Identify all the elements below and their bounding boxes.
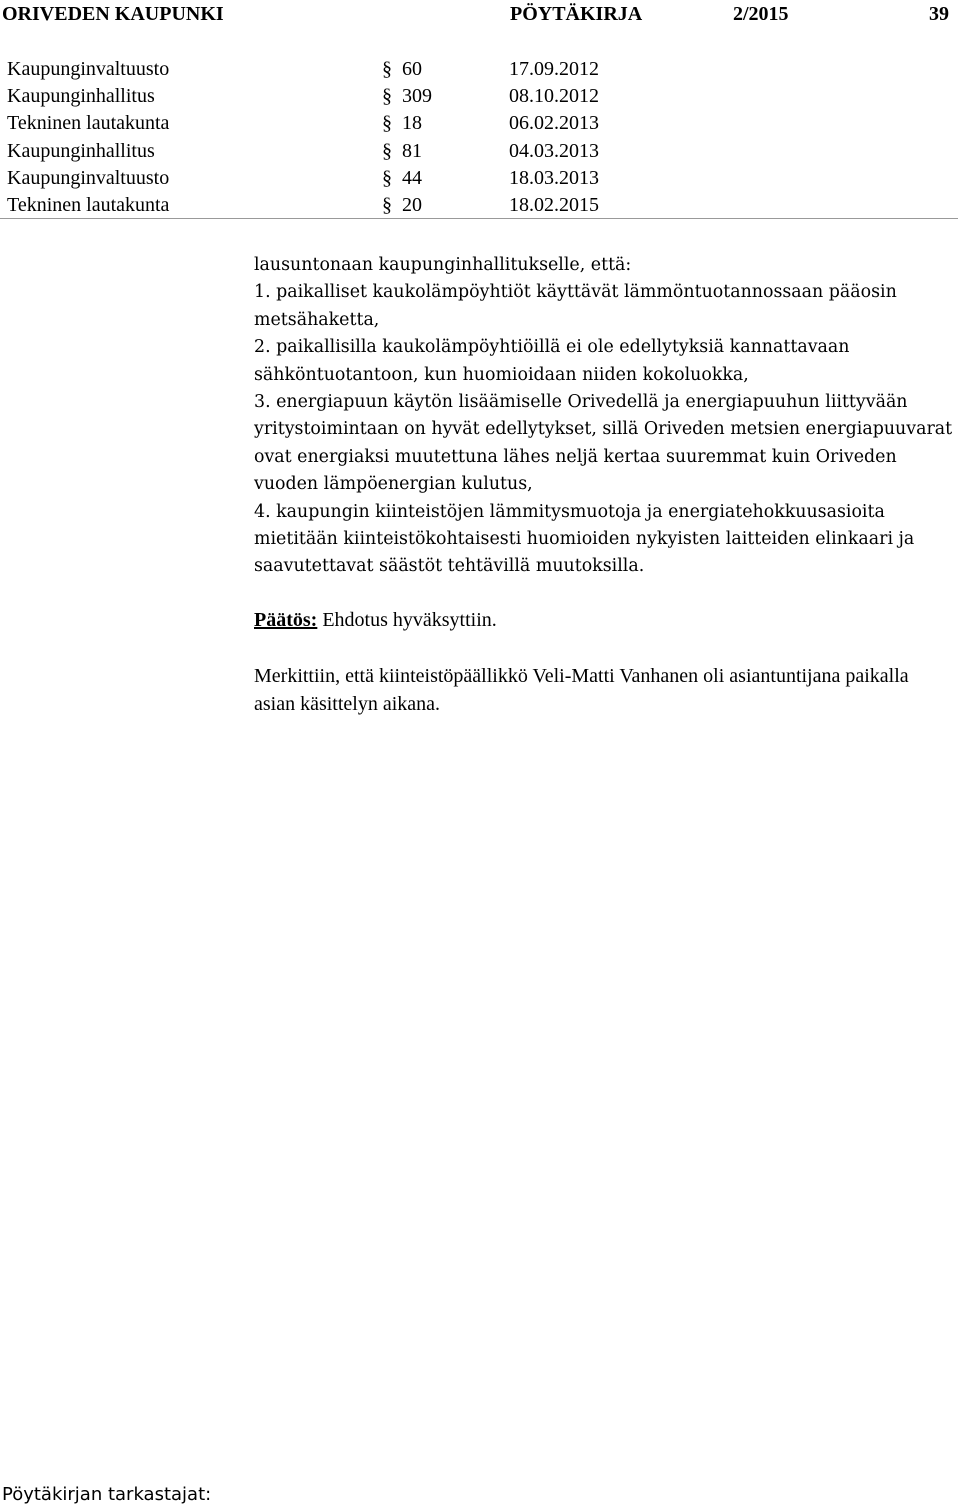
proposal-item: 1. paikalliset kaukolämpöyhtiöt käyttävät lämmöntuotannossaan pääosin metsähaketta,	[254, 282, 897, 330]
history-row	[0, 83, 960, 110]
history-section: 81	[402, 139, 422, 162]
proposal-item: 2. paikallisilla kaukolämpöyhtiöillä ei ole edellytyksiä kannattavaan sähköntuotantoon, kun huomioidaan niiden kokoluokka,	[254, 337, 850, 385]
document-number: 2/2015	[733, 3, 789, 25]
history-row	[0, 110, 960, 137]
minutes-checkers-label: Pöytäkirjan tarkastajat:	[2, 1484, 212, 1505]
history-body: Kaupunginhallitus	[7, 85, 155, 108]
section-sign: §	[382, 112, 392, 135]
page-number: 39	[929, 3, 949, 25]
history-date: 06.02.2013	[509, 112, 599, 135]
decision-text: Ehdotus hyväksyttiin.	[317, 609, 497, 631]
history-date: 17.09.2012	[509, 58, 599, 80]
history-body: Tekninen lautakunta	[7, 193, 170, 216]
history-date: 18.02.2015	[509, 193, 599, 216]
processing-history	[0, 56, 960, 219]
proposal-item: 4. kaupungin kiinteistöjen lämmitysmuotoja ja energiatehokkuusasioita mietitään kiinteistökohtaisesti huomioiden nykyisten laitteiden elinkaari ja saavutettavat säästöt tehtävillä muutoksilla.	[254, 501, 915, 577]
history-section: 44	[402, 166, 422, 189]
history-section: 60	[402, 58, 422, 80]
history-body: Kaupunginvaltuusto	[7, 58, 170, 80]
history-date: 08.10.2012	[509, 85, 599, 108]
organization-name: ORIVEDEN KAUPUNKI	[2, 3, 224, 25]
section-sign: §	[382, 85, 392, 108]
section-sign: §	[382, 166, 392, 189]
history-row	[0, 56, 960, 83]
proposal-item: 3. energiapuun käytön lisäämiselle Orivedellä ja energiapuuhun liittyvään yritystoimintaan on hyvät edellytykset, sillä Oriveden metsien energiapuuvarat ovat energiaksi muutettuna lähes neljä kertaa suuremmat kuin Oriveden vuoden lämpöenergian kulutus,	[254, 392, 953, 495]
section-sign: §	[382, 139, 392, 162]
divider-line	[0, 218, 958, 219]
proposal-text	[254, 252, 954, 581]
history-section: 18	[402, 112, 422, 135]
history-row	[0, 165, 960, 192]
section-sign: §	[382, 58, 392, 80]
decision-label: Päätös:	[254, 609, 318, 631]
history-date: 18.03.2013	[509, 166, 599, 189]
history-row	[0, 138, 960, 165]
history-body: Tekninen lautakunta	[7, 112, 170, 135]
history-row	[0, 192, 960, 219]
history-body: Kaupunginhallitus	[7, 139, 155, 162]
history-section: 309	[402, 85, 432, 108]
section-sign: §	[382, 193, 392, 216]
history-date: 04.03.2013	[509, 139, 599, 162]
history-section: 20	[402, 193, 422, 216]
history-body: Kaupunginvaltuusto	[7, 166, 170, 189]
page-header	[0, 0, 960, 30]
decision	[254, 607, 954, 634]
proposal-intro: lausuntonaan kaupunginhallitukselle, että:	[254, 255, 632, 275]
expert-note: Merkittiin, että kiinteistöpäällikkö Veli-Matti Vanhanen oli asiantuntijana paikalla asian käsittelyn aikana.	[254, 665, 909, 715]
document-type: PÖYTÄKIRJA	[510, 3, 643, 25]
